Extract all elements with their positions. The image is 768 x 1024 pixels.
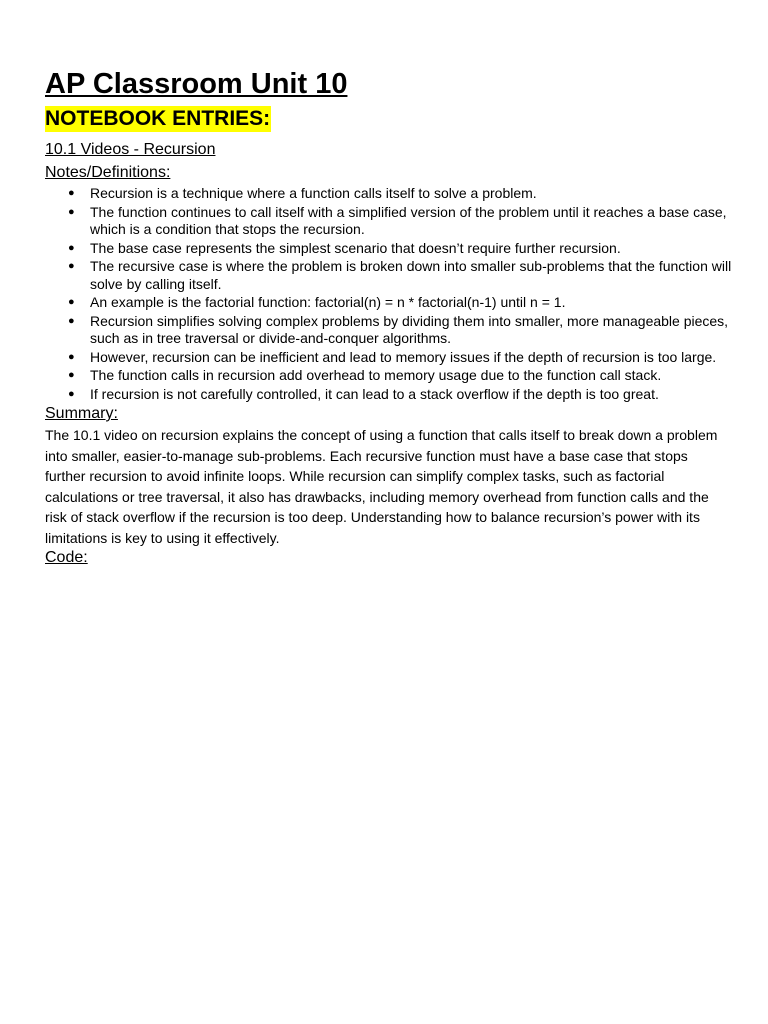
list-item (68, 312, 735, 348)
notes-heading: Notes/Definitions: (45, 164, 171, 181)
bullet-icon: ● (68, 241, 75, 254)
bullet-icon: ● (68, 260, 75, 272)
list-item (68, 367, 735, 385)
list-item (68, 348, 735, 367)
bullet-icon: ● (68, 369, 75, 381)
document-page (45, 66, 735, 568)
list-item-text: The function calls in recursion add overhead to memory usage due to the function call stack. (90, 367, 662, 383)
list-item-text: An example is the factorial function: factorial(n) = n * factorial(n-1) until n = 1. (90, 294, 566, 310)
code-heading: Code: (45, 549, 88, 566)
list-item-text: However, recursion can be inefficient and lead to memory issues if the depth of recursion is too large. (90, 348, 717, 365)
bullet-icon: ● (68, 314, 75, 327)
bullet-icon: ● (68, 205, 75, 218)
bullet-icon: ● (68, 187, 75, 199)
bullet-icon: ● (68, 387, 75, 400)
bullet-icon: ● (68, 296, 75, 308)
section-heading-wrapper (45, 102, 735, 132)
list-item (68, 385, 735, 404)
list-item-text: The base case represents the simplest scenario that doesn’t require further recursion. (90, 239, 621, 256)
summary-paragraph: The 10.1 video on recursion explains the concept of using a function that calls itself to break down a problem into smaller, easier-to-manage sub-problems. Each recursive function must have a base case that stops further recursion to avoid infinite loops. While recursion can simplify complex tasks, such as factorial calculations or tree traversal, it also has drawbacks, including memory overhead from function calls and the risk of stack overflow if the recursion is too deep. Understanding how to balance recursion’s power with its limitations is key to using it effectively. (45, 427, 718, 546)
list-item (68, 239, 735, 258)
list-item-text: The recursive case is where the problem is broken down into smaller sub-problems that the function will solve by calling itself. (90, 258, 732, 292)
bullet-icon: ● (68, 350, 75, 363)
list-item (68, 185, 735, 203)
document-title: AP Classroom Unit 10 (45, 68, 348, 100)
list-item-text: Recursion simplifies solving complex problems by dividing them into smaller, more manageable pieces, such as in tree traversal or divide-and-conquer algorithms. (90, 312, 729, 346)
list-item-text: Recursion is a technique where a function calls itself to solve a problem. (90, 185, 537, 201)
list-item-text: The function continues to call itself with a simplified version of the problem until it reaches a base case, which is a condition that stops the recursion. (90, 203, 727, 237)
list-item (68, 258, 735, 293)
list-item (68, 203, 735, 239)
section-heading: NOTEBOOK ENTRIES: (45, 107, 271, 130)
video-title-link[interactable]: 10.1 Videos - Recursion (45, 141, 216, 158)
summary-heading: Summary: (45, 405, 118, 422)
list-item (68, 294, 735, 312)
list-item-text: If recursion is not carefully controlled, it can lead to a stack overflow if the depth is too great. (90, 385, 659, 402)
notes-list (45, 185, 735, 403)
